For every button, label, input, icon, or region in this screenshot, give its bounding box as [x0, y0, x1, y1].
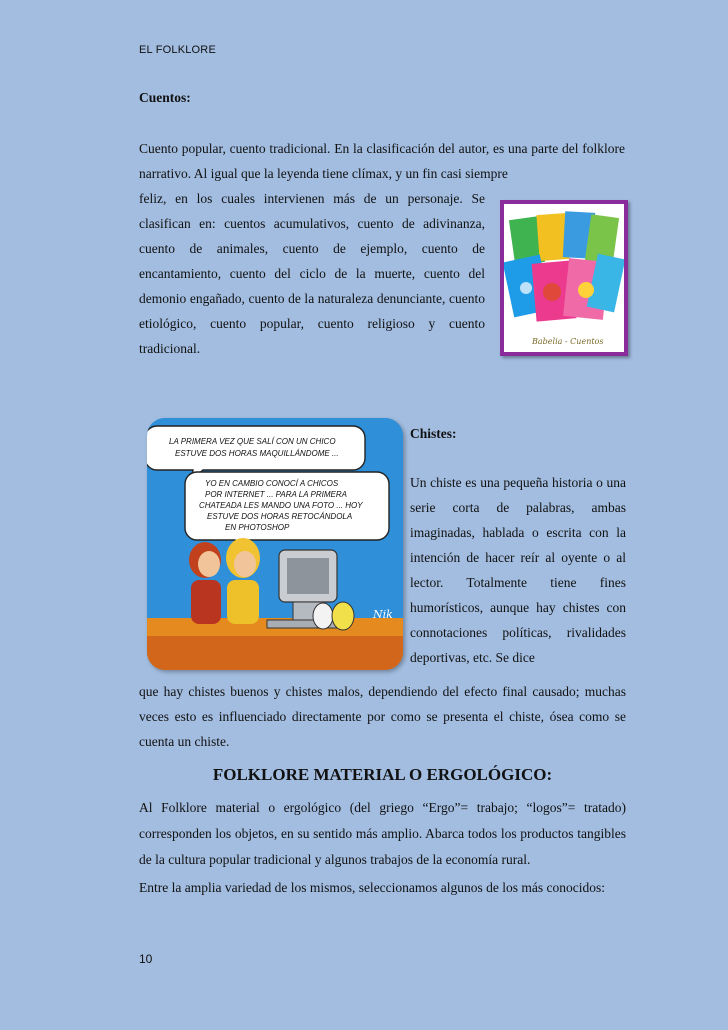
section-heading-cuentos: Cuentos:	[139, 90, 191, 105]
chistes-paragraph: Un chiste es una pequeña historia o una serie corta de palabras, ambas imaginadas, hablada o escrita con la intención de hacer reír al oyente o al lector. Totalmente tiene fines humorísticos, aunque hay chistes con connotaciones políticas, rivalidades deportivas, etc. Se dice	[410, 475, 626, 665]
comic-bubble-2-line-2: POR INTERNET ... PARA LA PRIMERA	[205, 490, 347, 499]
books-illustration	[504, 204, 624, 352]
comic-bubble-2-line-3: CHATEADA LES MANDO UNA FOTO ... HOY	[199, 501, 363, 510]
page-number: 10	[139, 952, 153, 966]
comic-bubble-1-line-1: LA PRIMERA VEZ QUE SALÍ CON UN CHICO	[169, 437, 336, 446]
cuentos-paragraph-types: feliz, en los cuales intervienen más de un personaje. Se clasifican en: cuentos acumulativos, cuento de adivinanza, cuento de animales, cuento de ejemplo, cuento de encantamiento, cuento del ciclo de la muerte, cuento del demonio engañado, cuento de la naturaleza denunciante, cuento etiológico, cuento popular, cuento religioso y cuento tradicional.	[139, 191, 485, 356]
comic-bubble-1-line-2: ESTUVE DOS HORAS MAQUILLÁNDOME ...	[175, 449, 339, 458]
cuentos-paragraph-intro: Cuento popular, cuento tradicional. En la clasificación del autor, es una parte del folklore narrativo. Al igual que la leyenda tiene clímax, y un fin casi siempre	[139, 141, 625, 181]
comic-bubble-2-line-5: EN PHOTOSHOP	[225, 523, 290, 532]
page-header: EL FOLKLORE	[139, 44, 216, 56]
comic-illustration	[147, 418, 403, 670]
comic-bubble-2-line-4: ESTUVE DOS HORAS RETOCÁNDOLA	[207, 512, 353, 521]
folklore-material-paragraph-1: Al Folklore material o ergológico (del griego “Ergo”= trabajo; “logos”= tratado) corresponden los objetos, en su sentido más amplio. Abarca todos los productos tangibles de la cultura popular tradicional y algunos trabajos de la economía rural.	[139, 800, 626, 867]
section-heading-folklore-material: FOLKLORE MATERIAL O ERGOLÓGICO:	[212, 765, 553, 784]
comic-signature: Nik	[373, 608, 393, 621]
comic-bubble-2-line-1: YO EN CAMBIO CONOCÍ A CHICOS	[205, 479, 339, 488]
comic-image	[147, 418, 403, 670]
chistes-paragraph-continuation: que hay chistes buenos y chistes malos, dependiendo del efecto final causado; muchas veces esto es influenciado directamente por como se presenta el chiste, ósea como se cuenta un chiste.	[139, 684, 626, 749]
books-caption: Babelia - Cuentos	[532, 337, 604, 346]
folklore-material-paragraph-2: Entre la amplia variedad de los mismos, seleccionamos algunos de los más conocidos:	[139, 880, 606, 895]
books-image	[500, 200, 628, 356]
section-heading-chistes: Chistes:	[410, 426, 457, 441]
